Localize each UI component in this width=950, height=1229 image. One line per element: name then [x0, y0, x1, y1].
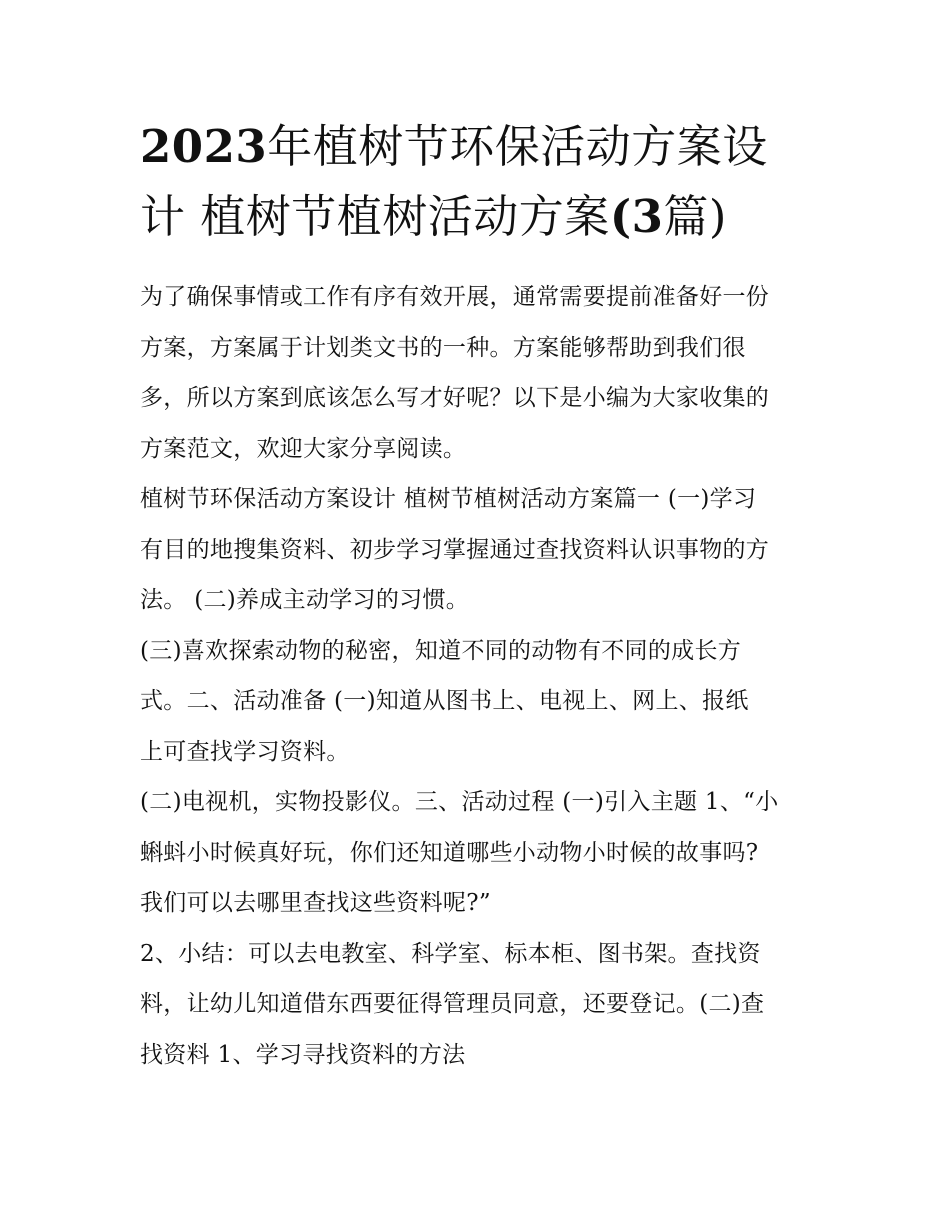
title-line-1	[140, 112, 820, 182]
paragraph-process	[140, 777, 820, 929]
title-count: (3	[609, 190, 664, 243]
text-line: 料，让幼儿知道借东西要征得管理员同意，还要登记。(二)查	[140, 991, 765, 1017]
title-line-2-suffix: 篇)	[663, 190, 727, 243]
paragraph-goals	[140, 474, 820, 626]
text-line: (三)喜欢探索动物的秘密，知道不同的动物有不同的成长方	[140, 637, 742, 664]
title-line-1-text: 年植树节环保活动方案设	[267, 120, 768, 173]
text-line: 2、小结：可以去电教室、科学室、标本柜、图书架。查找资	[140, 940, 761, 967]
title-line-2	[140, 182, 820, 252]
text-line: 找资料 1、学习寻找资料的方法	[140, 1041, 466, 1068]
document-page	[140, 112, 820, 1080]
text-line: 有目的地搜集资料、初步学习掌握通过查找资料认识事物的方	[140, 536, 770, 563]
document-title	[140, 112, 820, 252]
paragraph-summary	[140, 929, 820, 1081]
text-line: 为了确保事情或工作有序有效开展，通常需要提前准备好一份	[140, 284, 770, 310]
text-line: 蝌蚪小时候真好玩，你们还知道哪些小动物小时候的故事吗?	[140, 839, 759, 866]
document-body	[140, 272, 820, 1080]
text-line: 式。二、活动准备 (一)知道从图书上、电视上、网上、报纸	[140, 688, 749, 714]
text-line: 我们可以去哪里查找这些资料呢?”	[140, 890, 491, 916]
text-line: 上可查找学习资料。	[140, 738, 350, 765]
text-line: 方案，方案属于计划类文书的一种。方案能够帮助到我们很	[140, 334, 746, 361]
title-line-2-text: 计 植树节植树活动方案	[140, 190, 610, 243]
text-line: 法。 (二)养成主动学习的习惯。	[140, 587, 470, 613]
paragraph-intro	[140, 272, 820, 474]
text-line: (二)电视机，实物投影仪。三、活动过程 (一)引入主题 1、“小	[140, 789, 779, 815]
text-line: 植树节环保活动方案设计 植树节植树活动方案篇一 (一)学习	[140, 486, 757, 512]
title-year: 2023	[140, 120, 268, 173]
text-line: 方案范文，欢迎大家分享阅读。	[140, 435, 467, 462]
paragraph-preparation	[140, 626, 820, 778]
text-line: 多，所以方案到底该怎么写才好呢？以下是小编为大家收集的	[140, 385, 770, 411]
